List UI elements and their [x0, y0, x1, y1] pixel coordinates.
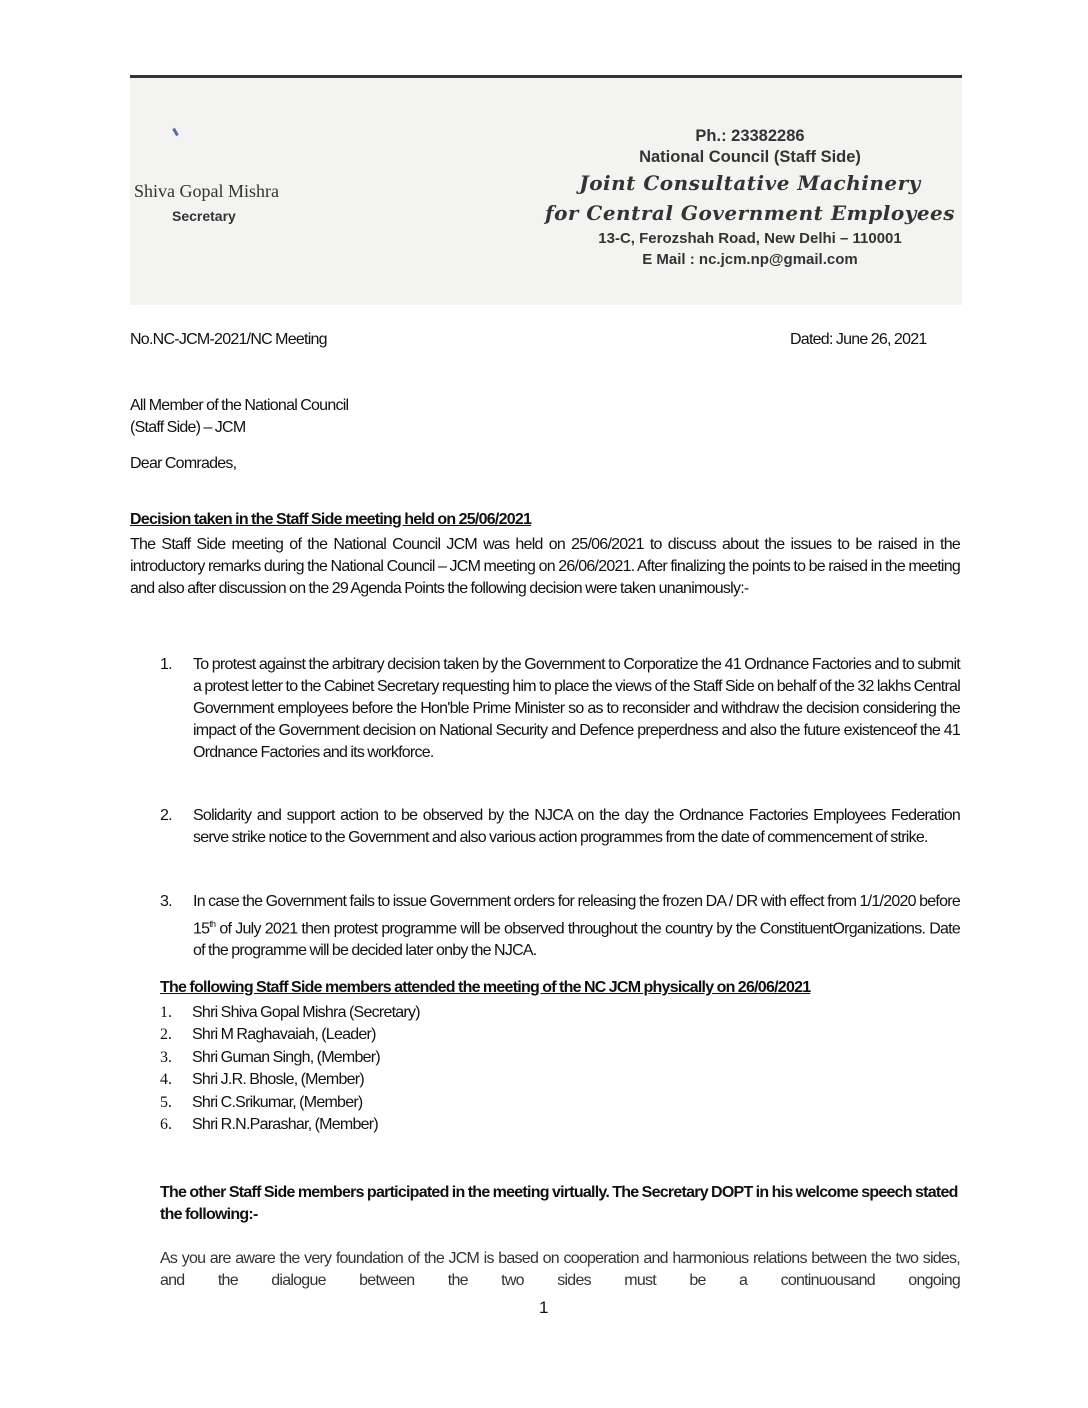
member-item [160, 1092, 363, 1114]
member-number: 6. [160, 1116, 172, 1133]
secretary-name: Shiva Gopal Mishra [134, 181, 279, 201]
member-name: Shri Shiva Gopal Mishra (Secretary) [192, 1004, 420, 1021]
member-name: Shri J.R. Bhosle, (Member) [192, 1071, 364, 1088]
item-text [193, 891, 960, 962]
organization-block [540, 126, 960, 270]
decision-item [160, 891, 960, 962]
date: Dated: June 26, 2021 [790, 331, 927, 348]
member-name: Shri Guman Singh, (Member) [192, 1049, 380, 1066]
closing-paragraph: As you are aware the very foundation of the JCM is based on cooperation and harmonious relations between the two sides, and the dialogue between the two sides must be a continuousand ongoing [160, 1250, 960, 1289]
decision-item [160, 654, 960, 764]
member-name: Shri M Raghavaiah, (Leader) [192, 1026, 376, 1043]
superscript: th [209, 919, 216, 929]
member-number: 2. [160, 1026, 172, 1043]
ink-mark [172, 128, 179, 136]
member-number: 3. [160, 1049, 172, 1066]
virtual-participation-paragraph: The other Staff Side members participated in the meeting virtually. The Secretary DOPT in his welcome speech stated the following:- [160, 1184, 958, 1223]
member-number: 4. [160, 1071, 172, 1088]
addressee-line: (Staff Side) – JCM [130, 419, 246, 436]
intro-paragraph: The Staff Side meeting of the National Council JCM was held on 25/06/2021 to discuss about the issues to be raised in the introductory remarks during the National Council – JCM meeting on 26/06/2021. After finalizing the points to be raised in the meeting and also after discussion on the 29 Agenda Points the following decision were taken unanimously:- [130, 536, 960, 597]
addressee-line: All Member of the National Council [130, 397, 349, 414]
item-number: 1. [160, 656, 172, 673]
heading-decision: Decision taken in the Staff Side meeting held on 25/06/2021 [130, 511, 532, 528]
item-number: 3. [160, 893, 172, 910]
item-number: 2. [160, 807, 172, 824]
secretary-title: Secretary [172, 208, 236, 224]
address: 13-C, Ferozshah Road, New Delhi – 110001 [598, 230, 902, 247]
salutation: Dear Comrades, [130, 455, 237, 472]
member-name: Shri C.Srikumar, (Member) [192, 1094, 363, 1111]
reference-number: No.NC-JCM-2021/NC Meeting [130, 331, 327, 348]
item-text: To protest against the arbitrary decision taken by the Government to Corporatize the 41 Ordnance Factories and to submit a protest letter to the Cabinet Secretary requesting him to place the views of the Staff Side on behalf of the 32 lakhs Central Government employees before the Hon'ble Prime Minister so as to reconsider and withdraw the decision considering the impact of the Government decision on National Security and Defence preperdness and also the future existenceof the 41 Ordnance Factories and its workforce. [193, 656, 960, 761]
council-name: National Council (Staff Side) [639, 148, 861, 166]
letterhead [130, 75, 962, 305]
item-text: Solidarity and support action to be observed by the NJCA on the day the Ordnance Factories Employees Federation serve strike notice to the Government and also various action programmes from the date of commencement of strike. [193, 807, 960, 846]
member-number: 5. [160, 1094, 172, 1111]
member-name: Shri R.N.Parashar, (Member) [192, 1116, 378, 1133]
member-item [160, 1114, 378, 1136]
item-text-part: In case the Government fails to issue Government orders for releasing the frozen DA / DR with effect from 1/1/2020 before 15 [193, 893, 960, 938]
member-item [160, 1069, 364, 1091]
heading-attendees: The following Staff Side members attended the meeting of the NC JCM physically on 26/06/2021 [160, 979, 811, 996]
org-line-2: for Central Government Employees [544, 201, 956, 225]
decision-item [160, 805, 960, 849]
item-text-part: of July 2021 then protest programme will be observed throughout the country by the ConstituentOrganizations. Date of the programme will be decided later onby the NJCA. [193, 920, 960, 960]
page-number: 1 [539, 1298, 548, 1317]
member-item [160, 1047, 380, 1069]
member-item [160, 1024, 376, 1046]
member-item [160, 1002, 420, 1024]
phone: Ph.: 23382286 [695, 127, 805, 145]
email: E Mail : nc.jcm.np@gmail.com [642, 251, 858, 268]
member-number: 1. [160, 1004, 172, 1021]
addressee [130, 395, 348, 439]
org-line-1: Joint Consultative Machinery [579, 171, 921, 195]
